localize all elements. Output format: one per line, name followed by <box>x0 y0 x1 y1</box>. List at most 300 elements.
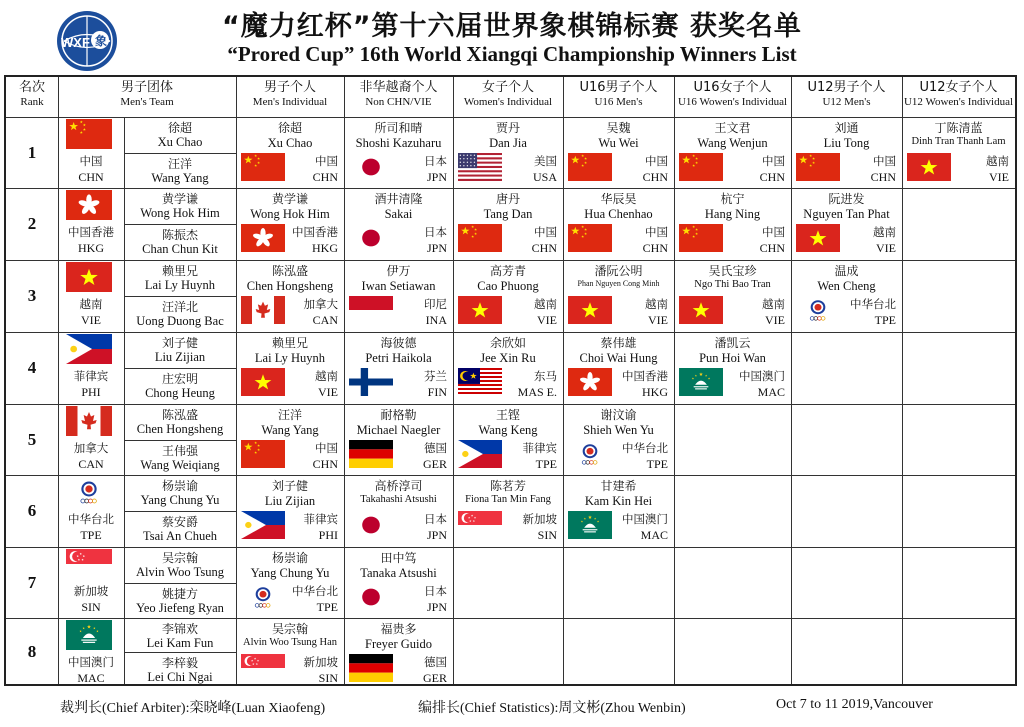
flag-tpe-icon <box>568 440 612 468</box>
header-label-en: U12 Wowen's Individual <box>903 96 1014 108</box>
winner-name-en: Liu Zijian <box>264 494 316 508</box>
winner-nonchn <box>344 618 453 686</box>
winner-name-en: Yang Chung Yu <box>250 566 330 580</box>
player-name-zh: 黄学谦 <box>161 192 198 206</box>
winner-country-code: CHN <box>312 170 338 184</box>
winner-womens <box>453 260 563 332</box>
team-country-zh: 中国香港 <box>68 225 114 239</box>
winner-country-code: MAC <box>757 385 785 399</box>
winner-name-en: Wong Hok Him <box>250 207 330 221</box>
winner-name-zh: 杨崇谕 <box>271 551 308 565</box>
flag-jpn-icon <box>349 224 393 252</box>
winner-country-code: MAS E. <box>517 385 557 399</box>
winner-country-zh: 日本 <box>424 225 447 239</box>
team-country-code: TPE <box>80 528 102 542</box>
flag-ger-icon <box>349 440 393 468</box>
winner-country-zh: 日本 <box>424 512 447 526</box>
chief-statistics: 编排长(Chief Statistics):周文彬(Zhou Wenbin) <box>418 701 686 716</box>
winner-womens <box>453 404 563 475</box>
header-label-en: U16 Wowen's Individual <box>677 96 788 108</box>
team-player-2 <box>124 224 236 260</box>
winner-name-en: Kam Kin Hei <box>584 494 653 508</box>
header-u16w <box>674 77 791 117</box>
winner-country-code: VIE <box>989 170 1009 184</box>
player-name-en: Lei Chi Ngai <box>147 670 213 684</box>
winner-u16m <box>563 332 674 404</box>
winner-country-code: JPN <box>426 241 447 255</box>
winner-country-zh: 印尼 <box>424 297 447 311</box>
flag-chn-icon <box>796 153 840 181</box>
winner-name-zh: 吴氏宝珍 <box>708 264 757 278</box>
winner-country-zh: 中国 <box>762 225 785 239</box>
winner-name-en: Pun Hoi Wan <box>699 351 766 365</box>
rank-number: 3 <box>27 286 37 305</box>
player-name-zh: 赖里兄 <box>161 264 198 278</box>
flag-tpe-icon <box>66 477 112 507</box>
winner-country-code: JPN <box>426 600 447 614</box>
winner-womens <box>453 332 563 404</box>
winner-country-code: CHN <box>312 457 338 471</box>
header-team <box>58 77 236 117</box>
flag-can-icon <box>241 296 285 324</box>
header-u12m <box>791 77 902 117</box>
winner-country-code: TPE <box>535 457 557 471</box>
winner-name-zh: 福贵多 <box>380 622 417 636</box>
player-name-en: Lei Kam Fun <box>146 636 214 650</box>
header-label-zh: U16女子个人 <box>693 80 772 95</box>
winner-name-zh: 陈茗芳 <box>489 479 526 493</box>
flag-ina-icon <box>349 296 393 324</box>
header-label-zh: U12女子个人 <box>919 80 998 95</box>
header-label-zh: U16男子个人 <box>579 80 658 95</box>
flag-vie-icon <box>241 368 285 396</box>
winner-country-code: GER <box>423 671 447 685</box>
winner-name-en: Sakai <box>384 207 413 221</box>
flag-chn-icon <box>66 119 112 149</box>
rank-number: 4 <box>27 358 37 377</box>
winner-country-zh: 中国香港 <box>292 225 338 239</box>
winner-name-en: Alvin Woo Tsung Han <box>243 637 337 648</box>
player-name-en: Chan Chun Kit <box>142 242 218 256</box>
flag-chn-icon <box>241 440 285 468</box>
team-country-code: CHN <box>78 170 104 184</box>
winner-name-zh: 赖里兄 <box>271 336 308 350</box>
flag-mac-icon <box>66 620 112 650</box>
winner-name-zh: 丁陈清蓝 <box>934 121 983 135</box>
chief-arbiter: 裁判长(Chief Arbiter):栾晓峰(Luan Xiaofeng) <box>60 701 326 716</box>
flag-vie-icon <box>679 296 723 324</box>
winner-country-zh: 中国 <box>873 154 896 168</box>
winner-name-zh: 蔡伟雄 <box>600 336 637 350</box>
winner-name-zh: 余欣如 <box>489 336 526 350</box>
player-name-en: Chong Heung <box>145 386 215 400</box>
winner-country-zh: 中华台北 <box>850 297 896 311</box>
winner-u16w <box>674 188 791 260</box>
team-player-2 <box>124 583 236 619</box>
flag-tpe-icon <box>241 583 285 611</box>
winner-country-zh: 德国 <box>424 655 447 669</box>
team-player-2 <box>124 652 236 686</box>
winner-country-zh: 日本 <box>424 584 447 598</box>
player-name-en: Lai Ly Huynh <box>144 278 216 292</box>
winner-mens <box>236 188 344 260</box>
rank-number: 8 <box>27 642 37 661</box>
winner-nonchn <box>344 188 453 260</box>
flag-phi-icon <box>458 440 502 468</box>
winner-mens <box>236 404 344 475</box>
winner-name-en: Freyer Guido <box>365 637 432 651</box>
player-name-en: Xu Chao <box>157 135 203 149</box>
player-name-en: Alvin Woo Tsung <box>136 565 224 579</box>
winner-name-zh: 潘凯云 <box>714 336 751 350</box>
winner-name-zh: 所司和晴 <box>374 121 423 135</box>
winner-name-zh: 王铿 <box>495 408 520 422</box>
winner-name-en: Hua Chenhao <box>584 207 653 221</box>
winner-name-en: Lai Ly Huynh <box>254 351 326 365</box>
flag-mas-icon <box>458 368 502 396</box>
team-player-2 <box>124 511 236 547</box>
winner-name-zh: 刘通 <box>834 121 859 135</box>
flag-hkg-icon <box>66 190 112 220</box>
header-rank <box>6 77 58 117</box>
player-name-en: Wang Weiqiang <box>140 458 220 472</box>
header-mens <box>236 77 344 117</box>
flag-jpn-icon <box>349 583 393 611</box>
player-name-zh: 李锦欢 <box>161 622 198 636</box>
winner-name-en: Wang Yang <box>261 423 319 437</box>
winner-country-code: MAC <box>640 528 668 542</box>
winner-country-zh: 中国 <box>315 154 338 168</box>
header-label-en: Rank <box>20 96 44 108</box>
winner-mens <box>236 475 344 547</box>
winner-country-code: VIE <box>318 385 338 399</box>
winner-country-code: SIN <box>318 671 338 685</box>
team-country-zh: 越南 <box>79 297 103 311</box>
winner-country-code: VIE <box>648 313 668 327</box>
flag-hkg-icon <box>568 368 612 396</box>
winner-name-en: Shieh Wen Yu <box>583 423 654 437</box>
flag-chn-icon <box>568 153 612 181</box>
flag-vie-icon <box>66 262 112 292</box>
flag-jpn-icon <box>349 153 393 181</box>
flag-sin-icon <box>458 511 502 539</box>
team-player-1 <box>124 475 236 511</box>
winner-name-en: Cao Phuong <box>477 279 539 293</box>
event-date-location: Oct 7 to 11 2019,Vancouver <box>776 697 933 712</box>
winner-country-code: USA <box>532 170 557 184</box>
flag-hkg-icon <box>241 224 285 252</box>
winner-country-zh: 芬兰 <box>424 369 447 383</box>
team-player-1 <box>124 618 236 652</box>
rank-number: 6 <box>27 501 37 520</box>
winner-name-en: Wang Keng <box>478 423 538 437</box>
winner-country-zh: 越南 <box>645 297 668 311</box>
winner-name-zh: 吴宗翰 <box>271 622 308 636</box>
winner-country-zh: 中国香港 <box>622 369 668 383</box>
team-country-zh: 中国澳门 <box>68 655 114 669</box>
winner-u16w <box>674 117 791 188</box>
winner-u12m <box>791 117 902 188</box>
rank-number: 7 <box>27 572 37 592</box>
header-label-zh: 女子个人 <box>481 80 534 95</box>
winner-country-zh: 中国 <box>534 225 557 239</box>
winner-country-code: PHI <box>318 528 338 542</box>
winner-u16m <box>563 260 674 332</box>
header-label-en: U16 Men's <box>594 96 643 108</box>
player-name-zh: 姚捷方 <box>161 587 198 601</box>
player-name-zh: 汪洋北 <box>161 300 198 314</box>
winner-name-en: Tang Dan <box>483 207 533 221</box>
flag-chn-icon <box>241 153 285 181</box>
winner-name-en: Petri Haikola <box>365 351 432 365</box>
winner-country-code: CHN <box>759 241 785 255</box>
winner-country-code: VIE <box>876 241 896 255</box>
winner-country-zh: 菲律宾 <box>303 512 338 526</box>
flag-jpn-icon <box>349 511 393 539</box>
winner-name-en: Hang Ning <box>704 207 761 221</box>
winner-country-zh: 东马 <box>534 369 557 383</box>
player-name-zh: 陈泓盛 <box>161 408 198 422</box>
header-label-zh: 非华越裔个人 <box>359 80 438 95</box>
winner-name-zh: 阮进发 <box>828 192 865 206</box>
winner-country-zh: 加拿大 <box>303 297 338 311</box>
winner-mens <box>236 547 344 618</box>
flag-fin-icon <box>349 368 393 396</box>
winner-nonchn <box>344 475 453 547</box>
winner-u16w <box>674 332 791 404</box>
team-country-zh: 菲律宾 <box>73 369 109 383</box>
winner-country-code: CHN <box>531 241 557 255</box>
winner-country-zh: 新加坡 <box>303 655 338 669</box>
player-name-en: Yeo Jiefeng Ryan <box>136 601 224 615</box>
flag-chn-icon <box>679 224 723 252</box>
winner-name-zh: 高桥淳司 <box>374 479 423 493</box>
winner-u12m <box>791 188 902 260</box>
team-country-code: HKG <box>78 241 104 255</box>
winner-name-en: Chen Hongsheng <box>246 279 334 293</box>
team-player-2 <box>124 153 236 189</box>
winner-country-zh: 德国 <box>424 441 447 455</box>
team-country-zh: 中华台北 <box>68 512 114 526</box>
winner-country-zh: 中国 <box>645 225 668 239</box>
winner-name-zh: 温成 <box>834 264 859 278</box>
winner-country-code: JPN <box>426 170 447 184</box>
winner-nonchn <box>344 332 453 404</box>
winner-name-zh: 海彼德 <box>380 336 417 350</box>
winner-country-code: JPN <box>426 528 447 542</box>
title-english: “Prored Cup” 16th World Xiangqi Championship Winners List <box>227 42 797 66</box>
rank-number: 5 <box>27 429 37 449</box>
rank-number: 1 <box>27 142 37 162</box>
winner-name-en: Wen Cheng <box>817 279 876 293</box>
winner-name-zh: 徐超 <box>277 121 302 135</box>
winner-country-code: HKG <box>312 241 338 255</box>
winner-womens <box>453 475 563 547</box>
winner-country-zh: 越南 <box>873 225 896 239</box>
svg-text:WXF: WXF <box>61 35 90 50</box>
player-name-en: Wong Hok Him <box>140 206 220 220</box>
winner-nonchn <box>344 117 453 188</box>
flag-mac-icon <box>679 368 723 396</box>
winner-mens <box>236 260 344 332</box>
header-label-zh: 男子团体 <box>120 80 173 95</box>
header-label-zh: 男子个人 <box>263 80 316 95</box>
winner-country-code: CHN <box>870 170 896 184</box>
winner-country-zh: 新加坡 <box>522 512 557 526</box>
winner-name-zh: 杭宁 <box>720 192 745 206</box>
winner-name-en: Michael Naegler <box>356 423 441 437</box>
team-player-2 <box>124 296 236 332</box>
player-name-zh: 王伟强 <box>161 444 198 458</box>
winner-name-zh: 贾丹 <box>495 121 520 135</box>
winner-name-zh: 吴魏 <box>606 121 631 135</box>
winner-country-zh: 越南 <box>315 369 338 383</box>
winner-name-en: Wu Wei <box>598 136 639 150</box>
flag-ger-icon <box>349 654 393 682</box>
player-name-en: Tsai An Chueh <box>142 529 218 543</box>
team-player-1 <box>124 188 236 224</box>
winner-country-zh: 越南 <box>762 297 785 311</box>
winner-country-code: VIE <box>537 313 557 327</box>
player-name-zh: 汪洋 <box>167 157 192 171</box>
footer <box>0 693 1024 723</box>
winner-womens <box>453 188 563 260</box>
winner-u16m <box>563 404 674 475</box>
flag-vie-icon <box>568 296 612 324</box>
winner-u16m <box>563 188 674 260</box>
winner-name-en: Phan Nguyen Cong Minh <box>577 279 660 288</box>
header-label-en: U12 Men's <box>822 96 871 108</box>
flag-vie-icon <box>907 153 951 181</box>
winner-name-zh: 汪洋 <box>277 408 302 422</box>
player-name-zh: 徐超 <box>167 121 192 135</box>
winner-name-en: Choi Wai Hung <box>579 351 658 365</box>
player-name-en: Uong Duong Bac <box>136 314 224 328</box>
winner-country-code: GER <box>423 457 447 471</box>
winner-name-en: Tanaka Atsushi <box>360 566 437 580</box>
winner-name-en: Ngo Thi Bao Tran <box>694 279 771 290</box>
team-country-code: MAC <box>77 671 105 685</box>
flag-mac-icon <box>568 511 612 539</box>
winner-name-en: Shoshi Kazuharu <box>355 136 442 150</box>
player-name-zh: 刘子健 <box>161 336 198 350</box>
header-u16m <box>563 77 674 117</box>
winner-u12m <box>791 260 902 332</box>
winner-womens <box>453 117 563 188</box>
header-nonchn <box>344 77 453 117</box>
winner-country-code: TPE <box>646 457 668 471</box>
flag-sin-icon <box>241 654 285 682</box>
winner-name-en: Takahashi Atsushi <box>360 494 437 505</box>
winner-country-zh: 中国澳门 <box>739 369 785 383</box>
winner-name-zh: 甘建希 <box>600 479 637 493</box>
winner-country-zh: 美国 <box>534 154 557 168</box>
team-country-code: PHI <box>81 385 101 399</box>
winner-country-zh: 中国澳门 <box>622 512 668 526</box>
winner-name-en: Nguyen Tan Phat <box>803 207 890 221</box>
winner-country-zh: 中国 <box>762 154 785 168</box>
header-womens <box>453 77 563 117</box>
flag-chn-icon <box>568 224 612 252</box>
winner-country-code: CHN <box>759 170 785 184</box>
winner-country-zh: 中国 <box>645 154 668 168</box>
team-player-1 <box>124 404 236 440</box>
team-country-zh: 新加坡 <box>73 584 109 598</box>
winner-mens <box>236 332 344 404</box>
player-name-zh: 李梓毅 <box>161 656 198 670</box>
winner-name-en: Dinh Tran Thanh Lam <box>911 136 1006 147</box>
player-name-zh: 杨崇谕 <box>161 479 198 493</box>
team-player-1 <box>124 260 236 296</box>
svg-text:象: 象 <box>95 34 108 48</box>
flag-tpe-icon <box>796 296 840 324</box>
flag-chn-icon <box>679 153 723 181</box>
winner-name-zh: 黄学谦 <box>271 192 308 206</box>
winner-mens <box>236 117 344 188</box>
team-player-1 <box>124 332 236 368</box>
winner-u16m <box>563 117 674 188</box>
winner-name-en: Liu Tong <box>823 136 870 150</box>
header-label-zh: U12男子个人 <box>807 80 886 95</box>
rank-number: 2 <box>27 214 37 233</box>
winner-country-zh: 中国 <box>315 441 338 455</box>
flag-can-icon <box>66 406 112 436</box>
winner-name-zh: 陈泓盛 <box>271 264 308 278</box>
winner-country-zh: 日本 <box>424 154 447 168</box>
winner-country-code: HKG <box>642 385 668 399</box>
winner-country-code: CAN <box>312 313 338 327</box>
winner-name-en: Xu Chao <box>267 136 313 150</box>
winner-nonchn <box>344 260 453 332</box>
flag-sin-icon <box>66 549 112 579</box>
player-name-en: Liu Zijian <box>154 350 206 364</box>
winner-name-en: Fiona Tan Min Fang <box>465 494 551 505</box>
winner-u12w <box>902 117 1015 188</box>
winner-name-zh: 伊万 <box>386 264 411 278</box>
player-name-en: Wang Yang <box>151 171 209 185</box>
player-name-zh: 陈振杰 <box>161 228 198 242</box>
winner-mens <box>236 618 344 686</box>
winner-country-code: FIN <box>427 385 447 399</box>
winner-nonchn <box>344 404 453 475</box>
winner-name-zh: 酒井清隆 <box>374 192 423 206</box>
player-name-zh: 吴宗翰 <box>161 551 198 565</box>
winner-name-en: Jee Xin Ru <box>480 351 536 365</box>
header-u12w <box>902 77 1015 117</box>
team-player-2 <box>124 440 236 476</box>
header-label-en: Men's Team <box>120 96 174 108</box>
team-player-1 <box>124 547 236 583</box>
flag-phi-icon <box>66 334 112 364</box>
winner-name-zh: 田中笃 <box>380 551 417 565</box>
winner-country-code: CHN <box>642 170 668 184</box>
team-country-code: VIE <box>81 313 101 327</box>
winner-country-code: CHN <box>642 241 668 255</box>
winner-country-zh: 越南 <box>986 154 1009 168</box>
winner-country-zh: 越南 <box>534 297 557 311</box>
winner-name-en: Dan Jia <box>489 136 527 150</box>
player-name-zh: 庄宏明 <box>161 372 198 386</box>
player-name-en: Chen Hongsheng <box>136 422 224 436</box>
winners-table <box>4 75 1017 686</box>
team-player-1 <box>124 117 236 153</box>
header-label-en: Men's Individual <box>252 96 328 108</box>
winner-country-code: SIN <box>537 528 557 542</box>
winner-name-zh: 王文君 <box>714 121 751 135</box>
flag-chn-icon <box>458 224 502 252</box>
player-name-en: Yang Chung Yu <box>140 493 220 507</box>
winner-name-zh: 唐丹 <box>495 192 520 206</box>
